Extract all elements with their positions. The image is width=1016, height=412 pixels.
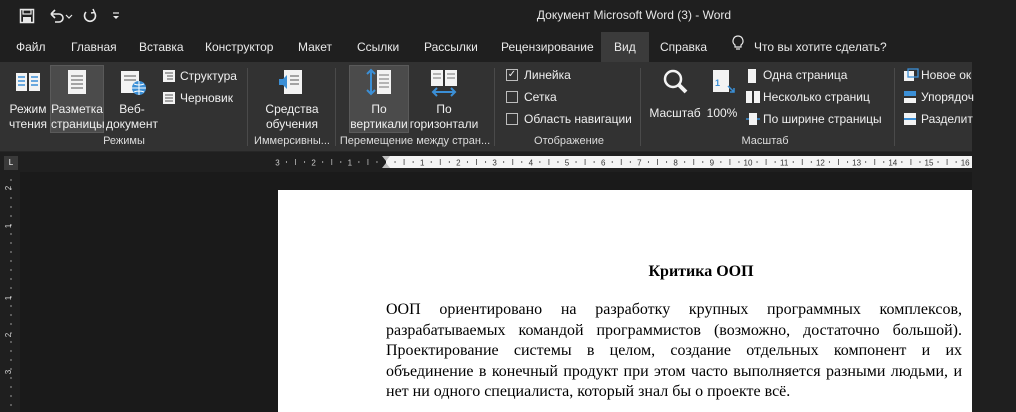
modes-group-label: Режимы xyxy=(103,135,145,147)
ruler-checkbox[interactable] xyxy=(506,66,571,84)
tab-references[interactable]: Ссылки xyxy=(357,40,400,54)
zoom-100-button[interactable] xyxy=(704,66,740,132)
tab-review[interactable]: Рецензирование xyxy=(501,40,594,54)
window-title: Документ Microsoft Word (3) - Word xyxy=(536,8,732,22)
page-movement-group-label: Перемещение между стран... xyxy=(339,135,491,147)
page-width-button[interactable] xyxy=(746,110,882,128)
vertical-movement-icon xyxy=(363,66,395,98)
side-to-side-icon xyxy=(428,66,460,98)
zoom-button[interactable] xyxy=(648,66,702,132)
arrange-all-label: Упорядоч xyxy=(921,90,974,104)
tab-file[interactable]: Файл xyxy=(16,40,46,54)
vertical-ruler[interactable] xyxy=(4,172,18,412)
side-to-side-label: По горизонтали xyxy=(409,102,479,131)
one-page-icon xyxy=(746,69,758,81)
ruler-label: 14 xyxy=(888,158,898,168)
web-layout-label: Веб- документ xyxy=(106,102,158,131)
split-label: Разделит xyxy=(921,112,973,126)
zoom-group-label: Масштаб xyxy=(741,135,789,147)
ruler-label: 9 xyxy=(709,158,715,168)
side-to-side-button[interactable] xyxy=(408,66,480,132)
checkbox-icon xyxy=(506,113,518,125)
lightbulb-icon xyxy=(732,32,744,62)
new-window-button[interactable] xyxy=(904,66,971,84)
web-layout-icon xyxy=(116,66,148,98)
ruler-label: 2 xyxy=(311,158,316,168)
split-button[interactable] xyxy=(904,110,973,128)
learning-tools-button[interactable] xyxy=(262,66,322,132)
tab-help[interactable]: Справка xyxy=(660,40,708,54)
ruler-label: 1 xyxy=(347,158,353,168)
document-page[interactable] xyxy=(278,190,972,412)
separator xyxy=(335,68,336,146)
arrange-all-button[interactable] xyxy=(904,88,974,106)
navigation-pane-label: Область навигации xyxy=(524,112,632,126)
ruler-label: 15 xyxy=(924,158,934,168)
ruler-label: 2 xyxy=(4,185,13,191)
ruler-label: 5 xyxy=(564,158,570,168)
ruler-label: Линейка xyxy=(524,68,571,82)
ruler-ticks xyxy=(275,156,972,168)
print-layout-icon xyxy=(61,66,93,98)
ruler-label: 4 xyxy=(528,158,534,168)
outline-label: Структура xyxy=(180,69,237,83)
ruler-label: 1 xyxy=(419,158,425,168)
ruler-label: 12 xyxy=(815,158,825,168)
gridlines-label: Сетка xyxy=(524,90,557,104)
outline-button[interactable] xyxy=(163,67,237,85)
horizontal-ruler-bar xyxy=(0,152,972,172)
show-group-label: Отображение xyxy=(534,135,604,147)
draft-icon xyxy=(163,92,175,104)
ruler-label: 7 xyxy=(637,158,642,168)
page-width-label: По ширине страницы xyxy=(763,112,882,126)
print-layout-label: Разметка страницы xyxy=(51,102,105,131)
page-width-icon xyxy=(746,113,758,125)
tab-mailings[interactable]: Рассылки xyxy=(424,40,478,54)
ribbon xyxy=(0,62,972,152)
read-mode-icon xyxy=(12,66,44,98)
ruler-label: 2 xyxy=(456,158,461,168)
ruler-label: 3 xyxy=(492,158,497,168)
tab-view[interactable]: Вид xyxy=(601,32,649,62)
document-paragraph: ООП ориентировано на разработку крупных программных комплексов, разрабатываемых командой программистов (возможно, достаточно большой). Проектирование системы в целом, создание отдельных компонент и их объединение в конечный продукт при этом часто выполняется разными людьми, и нет ни одного специалиста, который знал бы о проекте всё. xyxy=(386,301,962,401)
vertical-ruler-ticks xyxy=(4,172,18,412)
read-mode-button[interactable] xyxy=(6,66,50,132)
new-window-label: Новое ок xyxy=(921,68,972,82)
tab-selector-button[interactable]: L xyxy=(4,156,18,170)
immersive-group-label: Иммерсивны... xyxy=(254,135,330,147)
ruler-label: 11 xyxy=(780,158,789,168)
horizontal-ruler[interactable] xyxy=(275,156,972,168)
multiple-pages-icon xyxy=(746,91,758,103)
ruler-label: 3 xyxy=(4,369,13,375)
ruler-label: 1 xyxy=(4,223,13,229)
vertical-movement-label: По вертикали xyxy=(350,102,408,131)
one-page-button[interactable] xyxy=(746,66,847,84)
learning-tools-icon xyxy=(276,66,308,98)
read-mode-label: Режим чтения xyxy=(8,102,48,131)
web-layout-button[interactable] xyxy=(106,66,158,132)
zoom-label: Масштаб xyxy=(649,106,701,120)
tab-insert[interactable]: Вставка xyxy=(139,40,184,54)
separator xyxy=(894,68,895,146)
print-layout-button[interactable] xyxy=(50,65,104,133)
ruler-label: 10 xyxy=(743,158,753,168)
vertical-movement-button[interactable] xyxy=(349,65,409,133)
tab-layout[interactable]: Макет xyxy=(298,40,332,54)
ribbon-tab-bar xyxy=(0,32,972,62)
svg-text:1: 1 xyxy=(715,78,721,88)
arrange-all-icon xyxy=(904,91,916,103)
ruler-label: 6 xyxy=(600,158,606,168)
multiple-pages-button[interactable] xyxy=(746,88,870,106)
zoom-100-icon xyxy=(706,66,738,98)
ruler-label: 16 xyxy=(960,158,970,168)
ruler-label: 1 xyxy=(4,295,13,301)
title-bar xyxy=(0,0,972,32)
ruler-label: 13 xyxy=(852,158,862,168)
ruler-label: 2 xyxy=(4,332,13,338)
one-page-label: Одна страница xyxy=(763,68,848,82)
document-title: Критика ООП xyxy=(648,263,754,280)
separator xyxy=(640,68,641,146)
checkbox-icon xyxy=(506,91,518,103)
draft-button[interactable] xyxy=(163,89,233,107)
magnifier-icon xyxy=(659,66,691,98)
multiple-pages-label: Несколько страниц xyxy=(763,90,870,104)
new-window-icon xyxy=(904,69,916,81)
draft-label: Черновик xyxy=(180,91,233,105)
indent-marker xyxy=(382,156,390,168)
learning-tools-label: Средства обучения xyxy=(265,102,319,131)
tab-design[interactable]: Конструктор xyxy=(205,40,274,54)
ruler-label: 8 xyxy=(673,158,678,168)
outline-icon xyxy=(163,70,175,82)
tell-me-label: Что вы хотите сделать? xyxy=(754,40,887,54)
zoom-100-label: 100% xyxy=(706,106,738,120)
navigation-pane-checkbox[interactable] xyxy=(506,110,632,128)
separator xyxy=(247,68,248,146)
tab-home[interactable]: Главная xyxy=(71,40,117,54)
gridlines-checkbox[interactable] xyxy=(506,88,557,106)
separator xyxy=(494,68,495,146)
split-icon xyxy=(904,113,916,125)
checkmark-icon: ✓ xyxy=(507,69,517,80)
ruler-label: 3 xyxy=(275,158,280,168)
tell-me-box[interactable] xyxy=(732,32,887,62)
